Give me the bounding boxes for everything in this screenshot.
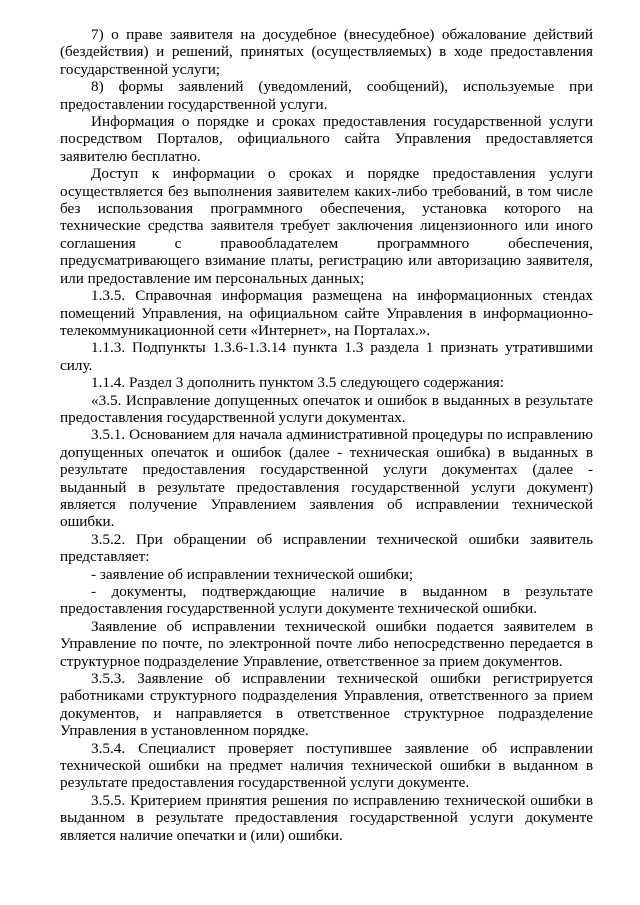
paragraph-access-info: Доступ к информации о сроках и порядке предоставления услуги осуществляется без выполнения заявителем каких-либо требований, в том числе без использования программного обеспечения, установка которого на технические средства заявителя требует заключения лицензионного или иного соглашения с правообладателем программного обеспечения, предусматривающего взимание платы, регистрацию или авторизацию заявителя, или предоставление им персональных данных;: [60, 165, 593, 287]
document-page: [60, 26, 593, 844]
paragraph-1-3-5: 1.3.5. Справочная информация размещена на информационных стендах помещений Управления, на официальном сайте Управления в информационно-телекоммуникационной сети «Интернет», на Порталах.».: [60, 287, 593, 339]
paragraph-3-5-5: 3.5.5. Критерием принятия решения по исправлению технической ошибки в выданном в результате предоставления государственной услуги документе является наличие опечатки и (или) ошибки.: [60, 791, 593, 844]
paragraph-portal-info: Информация о порядке и сроках предоставления государственной услуги посредством Порталов, официального сайта Управления предоставляется заявителю бесплатно.: [60, 113, 593, 165]
paragraph-list-item-application: - заявление об исправлении технической ошибки;: [91, 565, 414, 583]
paragraph-item-8: 8) формы заявлений (уведомлений, сообщений), используемые при предоставлении государственной услуги.: [60, 78, 593, 113]
paragraph-submission: Заявление об исправлении технической ошибки подается заявителем в Управление по почте, по электронной почте либо непосредственно передается в структурное подразделение Управление, ответственное за прием документов.: [60, 617, 593, 670]
paragraph-item-7: 7) о праве заявителя на досудебное (внесудебное) обжалование действий (бездействия) и решений, принятых (осуществляемых) в ходе предоставления государственной услуги;: [60, 26, 593, 78]
paragraph-3-5: «3.5. Исправление допущенных опечаток и ошибок в выданных в результате предоставления государственной услуги документах.: [60, 391, 593, 426]
paragraph-3-5-2: 3.5.2. При обращении об исправлении технической ошибки заявитель представляет:: [60, 530, 593, 566]
paragraph-list-item-documents: - документы, подтверждающие наличие в выданном в результате предоставления государственной услуги документе технической ошибки.: [60, 583, 593, 618]
paragraph-1-1-4: 1.1.4. Раздел 3 дополнить пунктом 3.5 следующего содержания:: [91, 374, 504, 392]
paragraph-3-5-1: 3.5.1. Основанием для начала административной процедуры по исправлению допущенных опечаток и ошибок (далее - техническая ошибка) в выданных в результате предоставления государственной услуги документах (далее - выданный в результате предоставления государственной услуги документ) является получение Управлением заявления об исправлении технической ошибки.: [60, 426, 593, 531]
paragraph-3-5-4: 3.5.4. Специалист проверяет поступившее заявление об исправлении технической ошибки на предмет наличия технической ошибки в выданном в результате предоставления государственной услуги документе.: [60, 739, 593, 792]
paragraph-3-5-3: 3.5.3. Заявление об исправлении технической ошибки регистрируется работниками структурного подразделения Управления, ответственного за прием документов, и направляется в ответственное структурное подразделение Управления в установленном порядке.: [60, 670, 593, 740]
paragraph-1-1-3: 1.1.3. Подпункты 1.3.6-1.3.14 пункта 1.3 раздела 1 признать утратившими силу.: [60, 339, 593, 374]
